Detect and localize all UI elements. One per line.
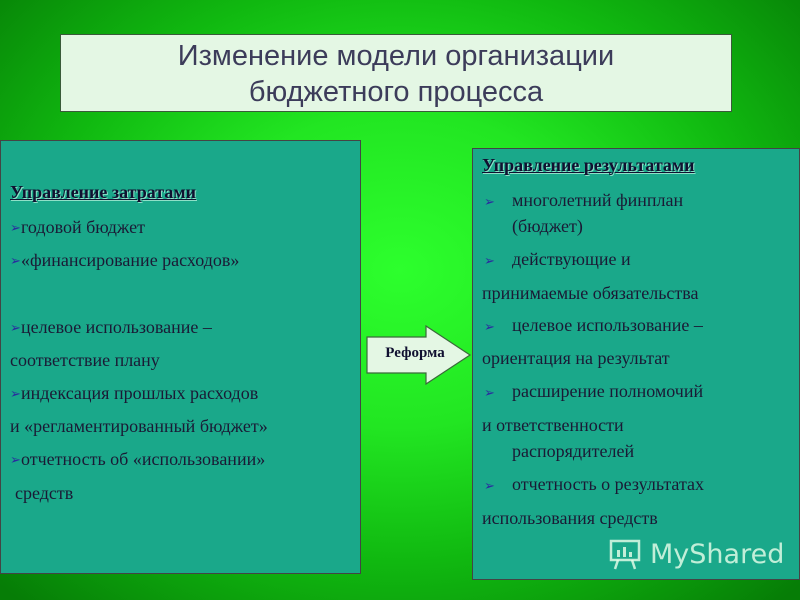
reform-label: Реформа xyxy=(385,345,445,361)
left-line-8: средств xyxy=(15,483,74,503)
left-line-2: «финансирование расходов» xyxy=(21,250,240,270)
slide-title-box xyxy=(60,34,732,112)
bullet-arrow-icon: ➢ xyxy=(10,221,21,236)
presentation-board-icon xyxy=(608,537,642,571)
cost-management-heading: Управление затратами xyxy=(10,182,196,202)
bullet-arrow-icon: ➢ xyxy=(484,254,495,269)
bullet-arrow-icon: ➢ xyxy=(10,254,21,269)
cost-management-panel xyxy=(0,140,361,574)
right-line-4: принимаемые обязательства xyxy=(482,283,699,303)
left-line-6: и «регламентированный бюджет» xyxy=(10,416,268,436)
left-line-1: годовой бюджет xyxy=(21,217,145,237)
slide-title-line-2: бюджетного процесса xyxy=(248,76,544,108)
bullet-arrow-icon: ➢ xyxy=(10,453,21,468)
right-line-2: (бюджет) xyxy=(512,216,583,236)
right-line-8: и ответственности xyxy=(482,415,624,435)
bullet-arrow-icon: ➢ xyxy=(10,321,21,336)
results-management-panel xyxy=(472,148,800,580)
right-line-7: расширение полномочий xyxy=(512,381,704,401)
bullet-arrow-icon: ➢ xyxy=(484,386,495,401)
bullet-arrow-icon: ➢ xyxy=(484,320,495,335)
right-line-9: распорядителей xyxy=(512,441,635,461)
results-management-heading: Управление результатами xyxy=(482,155,695,175)
left-line-5: индексация прошлых расходов xyxy=(21,383,259,403)
left-line-7: отчетность об «использовании» xyxy=(21,449,266,469)
left-line-4: соответствие плану xyxy=(10,350,160,370)
slide-title-line-1: Изменение модели организации xyxy=(177,40,615,72)
right-line-10: отчетность о результатах xyxy=(512,474,705,494)
right-line-1: многолетний финплан xyxy=(512,190,684,210)
bullet-arrow-icon: ➢ xyxy=(484,479,495,494)
left-line-3: целевое использование – xyxy=(21,317,212,337)
right-line-5: целевое использование – xyxy=(512,315,703,335)
right-line-6: ориентация на результат xyxy=(482,348,670,368)
bullet-arrow-icon: ➢ xyxy=(484,195,495,210)
right-line-3: действующие и xyxy=(512,249,631,269)
bullet-arrow-icon: ➢ xyxy=(10,387,21,402)
watermark-text: MyShared xyxy=(650,538,785,570)
right-line-11: использования средств xyxy=(482,508,658,528)
myshared-watermark xyxy=(608,536,784,572)
